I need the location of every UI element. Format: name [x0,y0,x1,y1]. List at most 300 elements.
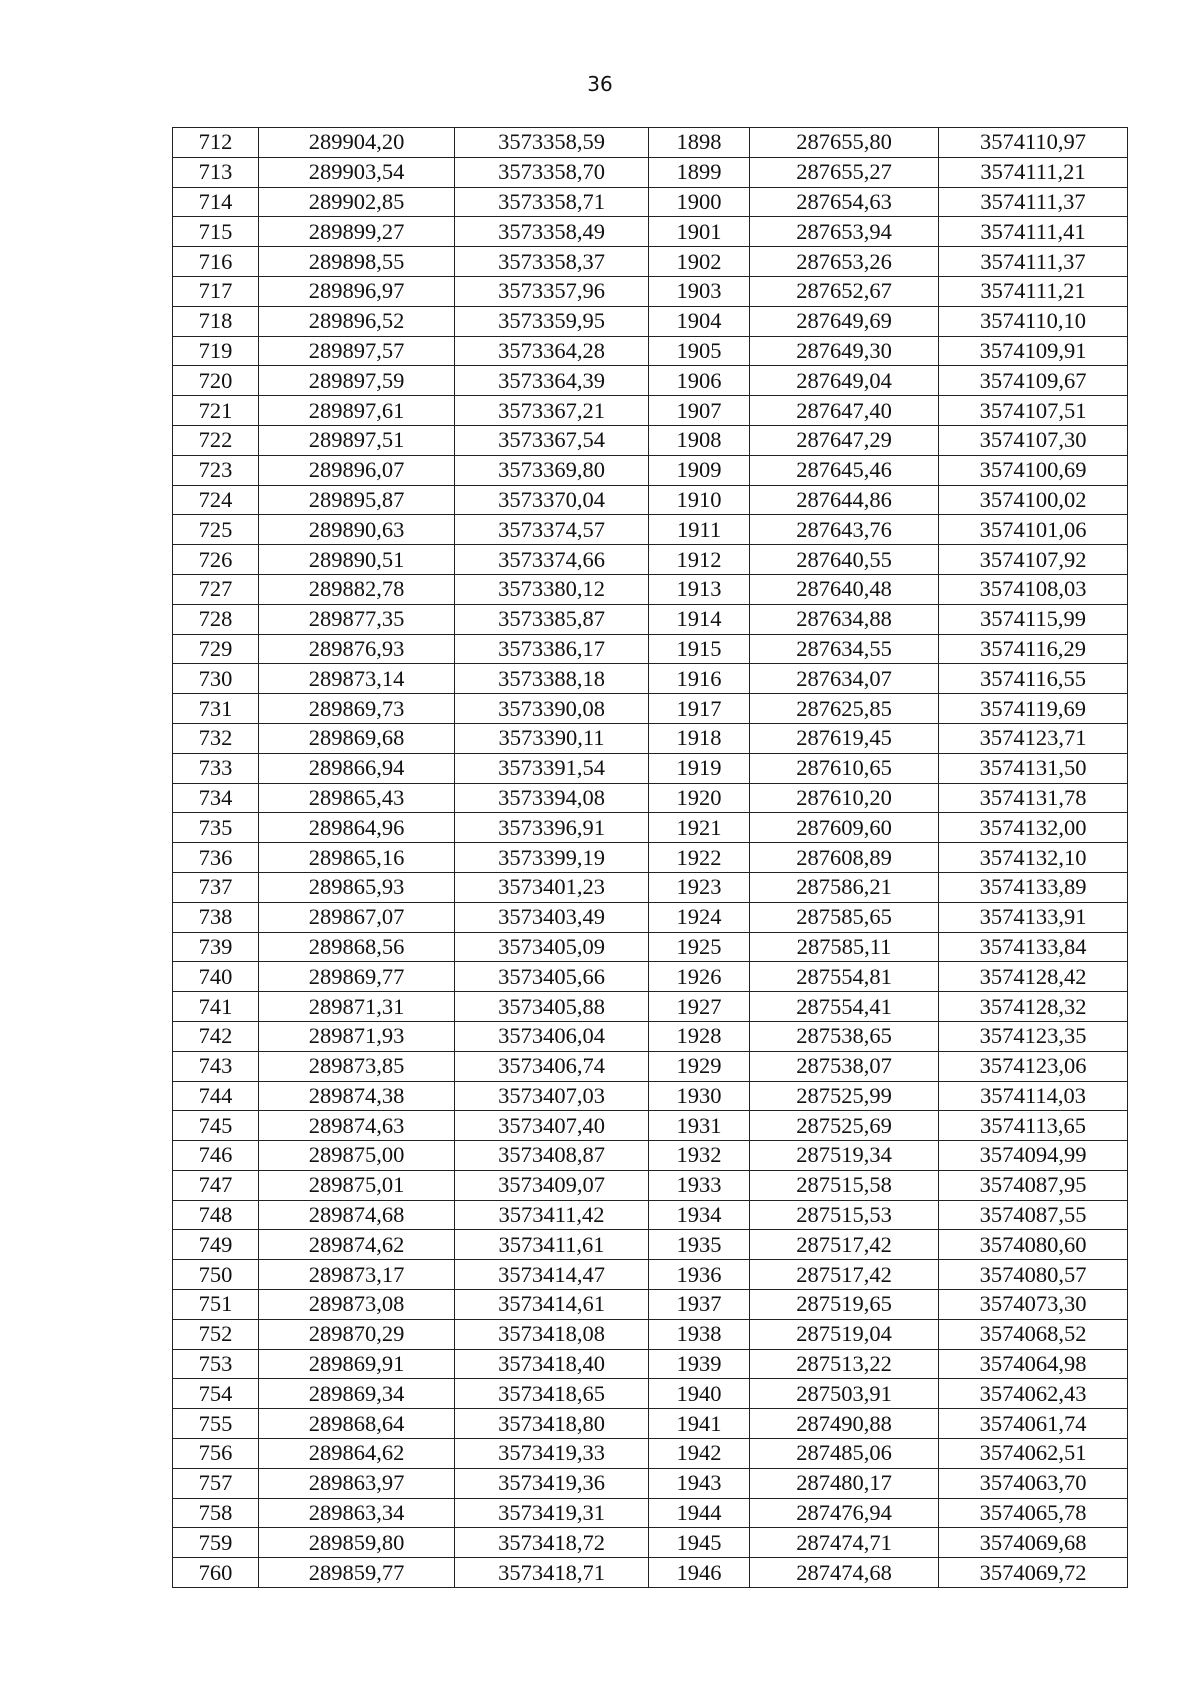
y-coordinate-right-cell: 3574087,95 [939,1170,1128,1200]
y-coordinate-right-cell: 3574065,78 [939,1498,1128,1528]
y-coordinate-right-cell: 3574108,03 [939,574,1128,604]
point-number-left-cell: 757 [173,1468,259,1498]
point-number-left-cell: 744 [173,1081,259,1111]
y-coordinate-right-cell: 3574123,35 [939,1021,1128,1051]
point-number-right-cell: 1932 [649,1141,750,1171]
table-row [173,485,1128,515]
y-coordinate-left-cell: 3573418,65 [455,1379,649,1409]
y-coordinate-left-cell: 3573391,54 [455,753,649,783]
table-row [173,902,1128,932]
y-coordinate-left-cell: 3573405,88 [455,992,649,1022]
table-row [173,664,1128,694]
point-number-right-cell: 1944 [649,1498,750,1528]
x-coordinate-left-cell: 289869,91 [259,1349,455,1379]
x-coordinate-right-cell: 287653,26 [750,247,939,277]
x-coordinate-right-cell: 287474,68 [750,1558,939,1588]
y-coordinate-right-cell: 3574111,41 [939,217,1128,247]
y-coordinate-left-cell: 3573386,17 [455,634,649,664]
y-coordinate-left-cell: 3573408,87 [455,1141,649,1171]
x-coordinate-left-cell: 289896,52 [259,306,455,336]
x-coordinate-left-cell: 289866,94 [259,753,455,783]
y-coordinate-right-cell: 3574069,68 [939,1528,1128,1558]
x-coordinate-left-cell: 289902,85 [259,187,455,217]
y-coordinate-left-cell: 3573414,61 [455,1290,649,1320]
x-coordinate-left-cell: 289869,77 [259,962,455,992]
point-number-left-cell: 753 [173,1349,259,1379]
x-coordinate-left-cell: 289869,68 [259,723,455,753]
y-coordinate-right-cell: 3574068,52 [939,1319,1128,1349]
y-coordinate-right-cell: 3574111,37 [939,247,1128,277]
point-number-left-cell: 750 [173,1260,259,1290]
y-coordinate-left-cell: 3573419,31 [455,1498,649,1528]
point-number-left-cell: 746 [173,1141,259,1171]
x-coordinate-right-cell: 287519,65 [750,1290,939,1320]
x-coordinate-left-cell: 289865,43 [259,783,455,813]
x-coordinate-left-cell: 289890,51 [259,545,455,575]
x-coordinate-left-cell: 289868,64 [259,1409,455,1439]
table-row [173,1111,1128,1141]
y-coordinate-right-cell: 3574064,98 [939,1349,1128,1379]
x-coordinate-left-cell: 289867,07 [259,902,455,932]
x-coordinate-right-cell: 287515,58 [750,1170,939,1200]
point-number-left-cell: 714 [173,187,259,217]
point-number-right-cell: 1913 [649,574,750,604]
point-number-left-cell: 759 [173,1528,259,1558]
x-coordinate-right-cell: 287503,91 [750,1379,939,1409]
point-number-left-cell: 727 [173,574,259,604]
point-number-left-cell: 729 [173,634,259,664]
point-number-left-cell: 721 [173,396,259,426]
table-row [173,1141,1128,1171]
x-coordinate-left-cell: 289865,16 [259,843,455,873]
x-coordinate-right-cell: 287610,65 [750,753,939,783]
x-coordinate-left-cell: 289898,55 [259,247,455,277]
y-coordinate-left-cell: 3573418,08 [455,1319,649,1349]
point-number-left-cell: 713 [173,157,259,187]
table-row [173,813,1128,843]
point-number-right-cell: 1922 [649,843,750,873]
point-number-right-cell: 1899 [649,157,750,187]
y-coordinate-right-cell: 3574107,51 [939,396,1128,426]
y-coordinate-right-cell: 3574131,78 [939,783,1128,813]
y-coordinate-left-cell: 3573367,54 [455,425,649,455]
x-coordinate-left-cell: 289869,73 [259,694,455,724]
point-number-right-cell: 1900 [649,187,750,217]
x-coordinate-right-cell: 287654,63 [750,187,939,217]
table-row [173,1528,1128,1558]
y-coordinate-right-cell: 3574109,67 [939,366,1128,396]
x-coordinate-right-cell: 287554,81 [750,962,939,992]
y-coordinate-left-cell: 3573414,47 [455,1260,649,1290]
x-coordinate-left-cell: 289864,62 [259,1439,455,1469]
y-coordinate-left-cell: 3573405,66 [455,962,649,992]
point-number-left-cell: 742 [173,1021,259,1051]
table-row [173,336,1128,366]
y-coordinate-right-cell: 3574132,10 [939,843,1128,873]
table-row [173,1260,1128,1290]
point-number-right-cell: 1912 [649,545,750,575]
point-number-right-cell: 1910 [649,485,750,515]
y-coordinate-left-cell: 3573403,49 [455,902,649,932]
y-coordinate-right-cell: 3574123,71 [939,723,1128,753]
x-coordinate-left-cell: 289873,17 [259,1260,455,1290]
point-number-right-cell: 1906 [649,366,750,396]
y-coordinate-left-cell: 3573357,96 [455,276,649,306]
x-coordinate-left-cell: 289870,29 [259,1319,455,1349]
y-coordinate-right-cell: 3574107,30 [939,425,1128,455]
y-coordinate-left-cell: 3573419,33 [455,1439,649,1469]
table-row [173,1051,1128,1081]
x-coordinate-left-cell: 289890,63 [259,515,455,545]
table-row [173,1290,1128,1320]
point-number-left-cell: 743 [173,1051,259,1081]
y-coordinate-left-cell: 3573358,59 [455,128,649,158]
point-number-right-cell: 1942 [649,1439,750,1469]
y-coordinate-left-cell: 3573358,49 [455,217,649,247]
table-row [173,694,1128,724]
point-number-right-cell: 1907 [649,396,750,426]
point-number-right-cell: 1901 [649,217,750,247]
y-coordinate-right-cell: 3574080,57 [939,1260,1128,1290]
y-coordinate-right-cell: 3574123,06 [939,1051,1128,1081]
y-coordinate-left-cell: 3573419,36 [455,1468,649,1498]
x-coordinate-right-cell: 287517,42 [750,1260,939,1290]
point-number-right-cell: 1915 [649,634,750,664]
y-coordinate-left-cell: 3573374,57 [455,515,649,545]
point-number-left-cell: 719 [173,336,259,366]
y-coordinate-right-cell: 3574113,65 [939,1111,1128,1141]
y-coordinate-right-cell: 3574133,89 [939,872,1128,902]
y-coordinate-left-cell: 3573369,80 [455,455,649,485]
point-number-left-cell: 726 [173,545,259,575]
point-number-right-cell: 1945 [649,1528,750,1558]
y-coordinate-right-cell: 3574062,43 [939,1379,1128,1409]
y-coordinate-left-cell: 3573364,28 [455,336,649,366]
coordinates-table [172,127,1128,1588]
point-number-left-cell: 720 [173,366,259,396]
y-coordinate-left-cell: 3573374,66 [455,545,649,575]
x-coordinate-right-cell: 287644,86 [750,485,939,515]
x-coordinate-right-cell: 287538,65 [750,1021,939,1051]
point-number-left-cell: 731 [173,694,259,724]
table-row [173,425,1128,455]
x-coordinate-right-cell: 287519,04 [750,1319,939,1349]
x-coordinate-right-cell: 287515,53 [750,1200,939,1230]
y-coordinate-right-cell: 3574109,91 [939,336,1128,366]
x-coordinate-right-cell: 287625,85 [750,694,939,724]
point-number-right-cell: 1905 [649,336,750,366]
y-coordinate-right-cell: 3574119,69 [939,694,1128,724]
y-coordinate-right-cell: 3574100,69 [939,455,1128,485]
point-number-right-cell: 1926 [649,962,750,992]
y-coordinate-left-cell: 3573401,23 [455,872,649,902]
x-coordinate-left-cell: 289899,27 [259,217,455,247]
x-coordinate-right-cell: 287652,67 [750,276,939,306]
point-number-left-cell: 749 [173,1230,259,1260]
table-row [173,396,1128,426]
point-number-right-cell: 1938 [649,1319,750,1349]
table-row [173,1081,1128,1111]
y-coordinate-left-cell: 3573385,87 [455,604,649,634]
point-number-right-cell: 1919 [649,753,750,783]
y-coordinate-left-cell: 3573359,95 [455,306,649,336]
x-coordinate-right-cell: 287619,45 [750,723,939,753]
page-number: 36 [587,72,613,96]
coordinates-table-body [173,128,1128,1588]
point-number-left-cell: 737 [173,872,259,902]
point-number-right-cell: 1929 [649,1051,750,1081]
y-coordinate-right-cell: 3574107,92 [939,545,1128,575]
table-row [173,932,1128,962]
point-number-right-cell: 1908 [649,425,750,455]
x-coordinate-right-cell: 287647,40 [750,396,939,426]
x-coordinate-right-cell: 287653,94 [750,217,939,247]
x-coordinate-right-cell: 287519,34 [750,1141,939,1171]
x-coordinate-right-cell: 287476,94 [750,1498,939,1528]
y-coordinate-right-cell: 3574101,06 [939,515,1128,545]
table-row [173,187,1128,217]
point-number-right-cell: 1904 [649,306,750,336]
y-coordinate-right-cell: 3574110,10 [939,306,1128,336]
point-number-right-cell: 1920 [649,783,750,813]
x-coordinate-left-cell: 289869,34 [259,1379,455,1409]
x-coordinate-right-cell: 287643,76 [750,515,939,545]
y-coordinate-left-cell: 3573364,39 [455,366,649,396]
table-row [173,128,1128,158]
point-number-right-cell: 1918 [649,723,750,753]
point-number-left-cell: 730 [173,664,259,694]
y-coordinate-right-cell: 3574128,32 [939,992,1128,1022]
y-coordinate-right-cell: 3574100,02 [939,485,1128,515]
x-coordinate-left-cell: 289871,93 [259,1021,455,1051]
y-coordinate-right-cell: 3574110,97 [939,128,1128,158]
y-coordinate-right-cell: 3574133,91 [939,902,1128,932]
table-row [173,366,1128,396]
point-number-left-cell: 748 [173,1200,259,1230]
point-number-left-cell: 722 [173,425,259,455]
table-row [173,515,1128,545]
x-coordinate-right-cell: 287640,55 [750,545,939,575]
point-number-right-cell: 1898 [649,128,750,158]
y-coordinate-left-cell: 3573409,07 [455,1170,649,1200]
x-coordinate-left-cell: 289874,38 [259,1081,455,1111]
y-coordinate-right-cell: 3574133,84 [939,932,1128,962]
x-coordinate-right-cell: 287655,27 [750,157,939,187]
point-number-left-cell: 752 [173,1319,259,1349]
x-coordinate-right-cell: 287525,69 [750,1111,939,1141]
point-number-right-cell: 1921 [649,813,750,843]
x-coordinate-left-cell: 289871,31 [259,992,455,1022]
x-coordinate-left-cell: 289874,62 [259,1230,455,1260]
point-number-right-cell: 1943 [649,1468,750,1498]
x-coordinate-left-cell: 289859,77 [259,1558,455,1588]
point-number-right-cell: 1923 [649,872,750,902]
table-row [173,723,1128,753]
x-coordinate-left-cell: 289873,85 [259,1051,455,1081]
point-number-right-cell: 1925 [649,932,750,962]
y-coordinate-left-cell: 3573358,71 [455,187,649,217]
point-number-right-cell: 1936 [649,1260,750,1290]
y-coordinate-right-cell: 3574132,00 [939,813,1128,843]
y-coordinate-left-cell: 3573418,80 [455,1409,649,1439]
point-number-left-cell: 741 [173,992,259,1022]
y-coordinate-right-cell: 3574073,30 [939,1290,1128,1320]
y-coordinate-left-cell: 3573406,04 [455,1021,649,1051]
point-number-left-cell: 728 [173,604,259,634]
y-coordinate-right-cell: 3574111,21 [939,157,1128,187]
table-row [173,574,1128,604]
x-coordinate-left-cell: 289874,68 [259,1200,455,1230]
point-number-left-cell: 751 [173,1290,259,1320]
point-number-right-cell: 1911 [649,515,750,545]
table-row [173,1498,1128,1528]
point-number-right-cell: 1935 [649,1230,750,1260]
y-coordinate-left-cell: 3573418,72 [455,1528,649,1558]
x-coordinate-left-cell: 289882,78 [259,574,455,604]
x-coordinate-left-cell: 289868,56 [259,932,455,962]
x-coordinate-left-cell: 289864,96 [259,813,455,843]
y-coordinate-right-cell: 3574128,42 [939,962,1128,992]
y-coordinate-right-cell: 3574094,99 [939,1141,1128,1171]
x-coordinate-right-cell: 287585,11 [750,932,939,962]
y-coordinate-right-cell: 3574080,60 [939,1230,1128,1260]
x-coordinate-right-cell: 287634,07 [750,664,939,694]
y-coordinate-left-cell: 3573380,12 [455,574,649,604]
y-coordinate-right-cell: 3574111,37 [939,187,1128,217]
table-row [173,247,1128,277]
x-coordinate-right-cell: 287649,04 [750,366,939,396]
x-coordinate-right-cell: 287608,89 [750,843,939,873]
y-coordinate-left-cell: 3573418,40 [455,1349,649,1379]
x-coordinate-right-cell: 287474,71 [750,1528,939,1558]
x-coordinate-right-cell: 287480,17 [750,1468,939,1498]
y-coordinate-right-cell: 3574062,51 [939,1439,1128,1469]
table-row [173,1379,1128,1409]
point-number-right-cell: 1946 [649,1558,750,1588]
y-coordinate-right-cell: 3574114,03 [939,1081,1128,1111]
table-row [173,306,1128,336]
x-coordinate-right-cell: 287634,88 [750,604,939,634]
x-coordinate-right-cell: 287649,30 [750,336,939,366]
table-row [173,217,1128,247]
table-row [173,872,1128,902]
table-row [173,1468,1128,1498]
table-row [173,1439,1128,1469]
table-row [173,455,1128,485]
table-row [173,157,1128,187]
x-coordinate-left-cell: 289897,57 [259,336,455,366]
point-number-right-cell: 1933 [649,1170,750,1200]
table-row [173,545,1128,575]
x-coordinate-right-cell: 287513,22 [750,1349,939,1379]
x-coordinate-left-cell: 289873,14 [259,664,455,694]
point-number-left-cell: 724 [173,485,259,515]
y-coordinate-left-cell: 3573407,03 [455,1081,649,1111]
point-number-right-cell: 1903 [649,276,750,306]
table-row [173,1200,1128,1230]
table-row [173,1021,1128,1051]
point-number-left-cell: 738 [173,902,259,932]
table-row [173,843,1128,873]
table-row [173,1170,1128,1200]
x-coordinate-right-cell: 287609,60 [750,813,939,843]
y-coordinate-left-cell: 3573418,71 [455,1558,649,1588]
y-coordinate-right-cell: 3574069,72 [939,1558,1128,1588]
y-coordinate-left-cell: 3573406,74 [455,1051,649,1081]
x-coordinate-right-cell: 287634,55 [750,634,939,664]
table-row [173,1319,1128,1349]
y-coordinate-left-cell: 3573367,21 [455,396,649,426]
point-number-left-cell: 717 [173,276,259,306]
point-number-left-cell: 733 [173,753,259,783]
y-coordinate-right-cell: 3574116,29 [939,634,1128,664]
point-number-right-cell: 1902 [649,247,750,277]
x-coordinate-left-cell: 289863,34 [259,1498,455,1528]
point-number-left-cell: 723 [173,455,259,485]
point-number-left-cell: 715 [173,217,259,247]
table-row [173,1558,1128,1588]
point-number-left-cell: 739 [173,932,259,962]
point-number-right-cell: 1940 [649,1379,750,1409]
x-coordinate-right-cell: 287610,20 [750,783,939,813]
x-coordinate-left-cell: 289897,61 [259,396,455,426]
point-number-left-cell: 754 [173,1379,259,1409]
x-coordinate-right-cell: 287525,99 [750,1081,939,1111]
x-coordinate-left-cell: 289896,07 [259,455,455,485]
point-number-left-cell: 725 [173,515,259,545]
x-coordinate-left-cell: 289875,01 [259,1170,455,1200]
point-number-left-cell: 740 [173,962,259,992]
table-row [173,753,1128,783]
table-row [173,634,1128,664]
y-coordinate-left-cell: 3573399,19 [455,843,649,873]
point-number-left-cell: 736 [173,843,259,873]
x-coordinate-right-cell: 287490,88 [750,1409,939,1439]
x-coordinate-right-cell: 287645,46 [750,455,939,485]
table-row [173,604,1128,634]
x-coordinate-left-cell: 289877,35 [259,604,455,634]
x-coordinate-left-cell: 289904,20 [259,128,455,158]
point-number-left-cell: 758 [173,1498,259,1528]
y-coordinate-left-cell: 3573390,11 [455,723,649,753]
table-row [173,962,1128,992]
y-coordinate-right-cell: 3574111,21 [939,276,1128,306]
x-coordinate-right-cell: 287585,65 [750,902,939,932]
x-coordinate-left-cell: 289863,97 [259,1468,455,1498]
y-coordinate-left-cell: 3573405,09 [455,932,649,962]
point-number-right-cell: 1916 [649,664,750,694]
x-coordinate-right-cell: 287538,07 [750,1051,939,1081]
x-coordinate-left-cell: 289896,97 [259,276,455,306]
x-coordinate-left-cell: 289859,80 [259,1528,455,1558]
x-coordinate-left-cell: 289874,63 [259,1111,455,1141]
y-coordinate-right-cell: 3574061,74 [939,1409,1128,1439]
point-number-left-cell: 756 [173,1439,259,1469]
point-number-right-cell: 1927 [649,992,750,1022]
y-coordinate-right-cell: 3574063,70 [939,1468,1128,1498]
y-coordinate-left-cell: 3573396,91 [455,813,649,843]
x-coordinate-left-cell: 289865,93 [259,872,455,902]
point-number-right-cell: 1930 [649,1081,750,1111]
y-coordinate-left-cell: 3573370,04 [455,485,649,515]
table-row [173,992,1128,1022]
x-coordinate-right-cell: 287647,29 [750,425,939,455]
y-coordinate-left-cell: 3573358,37 [455,247,649,277]
x-coordinate-right-cell: 287485,06 [750,1439,939,1469]
x-coordinate-left-cell: 289876,93 [259,634,455,664]
point-number-right-cell: 1917 [649,694,750,724]
x-coordinate-right-cell: 287649,69 [750,306,939,336]
